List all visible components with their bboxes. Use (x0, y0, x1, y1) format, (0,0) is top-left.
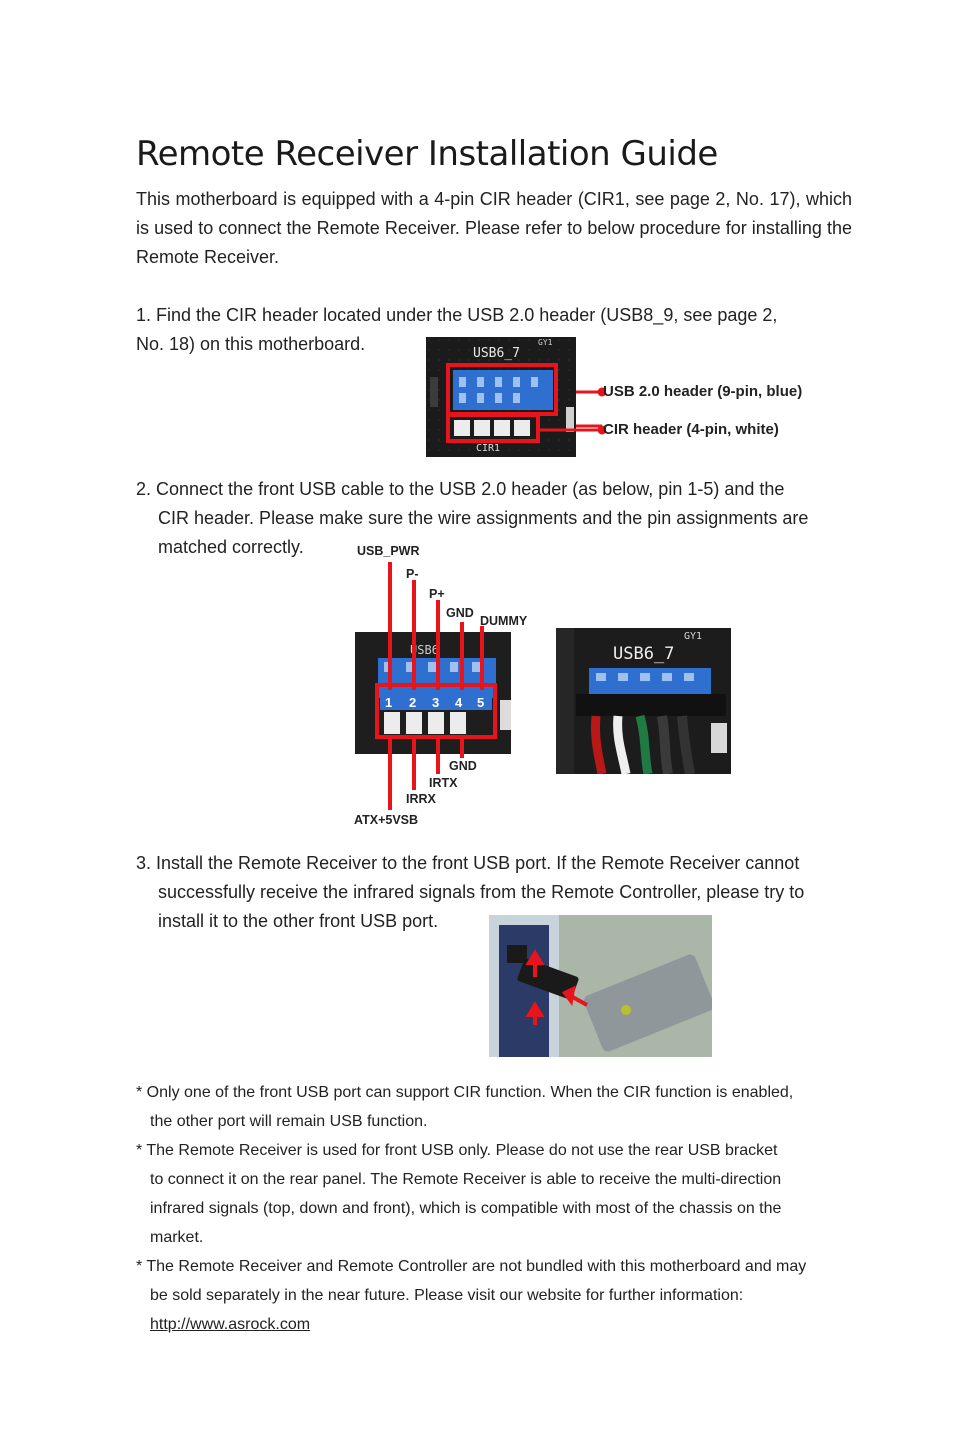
svg-text:USB6: USB6 (410, 643, 439, 657)
step-3-line-2: successfully receive the infrared signals from the Remote Controller, please try to (158, 882, 805, 902)
photo-silk-gy1: GY1 (684, 631, 703, 642)
pin-number-2: 2 (409, 695, 417, 710)
usb-header-callout: USB 2.0 header (9-pin, blue) (603, 383, 803, 400)
pin-label-gnd-bottom: GND (449, 759, 477, 773)
pin-label-irtx: IRTX (429, 776, 458, 790)
receiver-photo-drawing (489, 915, 712, 1057)
cir-header-photo (426, 337, 576, 457)
step-2-line-1: 2. Connect the front USB cable to the USB 2.0 header (as below, pin 1-5) and the (136, 479, 785, 499)
note-2-cont-3: market. (150, 1229, 204, 1246)
pin-assignment-diagram (350, 540, 540, 830)
note-1-first: * Only one of the front USB port can support CIR function. When the CIR function is enabled, (136, 1084, 794, 1101)
pin-number-4: 4 (455, 695, 463, 710)
silk-gy1: GY1 (538, 338, 553, 347)
note-3-first: * The Remote Receiver and Remote Controller are not bundled with this motherboard and may (136, 1258, 807, 1275)
note-3-cont-1: be sold separately in the near future. Please visit our website for further information: (150, 1287, 744, 1304)
connected-cables-photo (556, 628, 731, 774)
silk-usb67: USB6_7 (473, 346, 520, 361)
pin-number-5: 5 (477, 695, 485, 710)
step-1-line-1: 1. Find the CIR header located under the USB 2.0 header (USB8_9, see page 2, (136, 305, 778, 325)
pin-label-irrx: IRRX (406, 792, 436, 806)
step-1-line-2: No. 18) on this motherboard. (136, 334, 366, 354)
notes-section (136, 1078, 856, 1339)
step-2-line-2: CIR header. Please make sure the wire assignments and the pin assignments are (158, 508, 809, 528)
pin-label-dummy: DUMMY (480, 614, 528, 628)
cir-header-callout: CIR header (4-pin, white) (603, 421, 779, 438)
pin-label-gnd-top: GND (446, 606, 474, 620)
note-2-first: * The Remote Receiver is used for front USB only. Please do not use the rear USB bracket (136, 1142, 778, 1159)
cir-callout-leader (536, 426, 580, 436)
page-title: Remote Receiver Installation Guide (136, 134, 718, 174)
pin-number-3: 3 (432, 695, 440, 710)
callout-connectors (576, 380, 606, 440)
silk-cir1: CIR1 (476, 443, 501, 454)
intro-paragraph: This motherboard is equipped with a 4-pin CIR header (CIR1, see page 2, No. 17), which is used to connect the Remote Receiver. Please refer to below procedure for installing the Remote Receiver. (136, 189, 852, 267)
pin-label-atx-5vsb: ATX+5VSB (354, 813, 419, 827)
step-3-line-1: 3. Install the Remote Receiver to the front USB port. If the Remote Receiver cannot (136, 853, 800, 873)
pin-label-usb-pwr: USB_PWR (357, 544, 420, 558)
cir-header-photo-drawing (426, 337, 576, 457)
cables-photo-drawing (556, 628, 731, 774)
photo-silk-usb67: USB6_7 (613, 644, 675, 664)
note-2-cont-1: to connect it on the rear panel. The Remote Receiver is able to receive the multi-direction (150, 1171, 782, 1188)
step-3-line-3: install it to the other front USB port. (158, 911, 439, 931)
website-link[interactable]: http://www.asrock.com (150, 1316, 311, 1333)
pin-label-p-minus: P- (406, 567, 419, 581)
note-1-cont-1: the other port will remain USB function. (150, 1113, 428, 1130)
note-2-cont-2: infrared signals (top, down and front), which is compatible with most of the chassis on the (150, 1200, 782, 1217)
remote-receiver-photo (489, 915, 712, 1057)
pin-label-p-plus: P+ (429, 587, 445, 601)
pin-number-1: 1 (385, 695, 393, 710)
step-2-line-3: matched correctly. (158, 537, 304, 557)
